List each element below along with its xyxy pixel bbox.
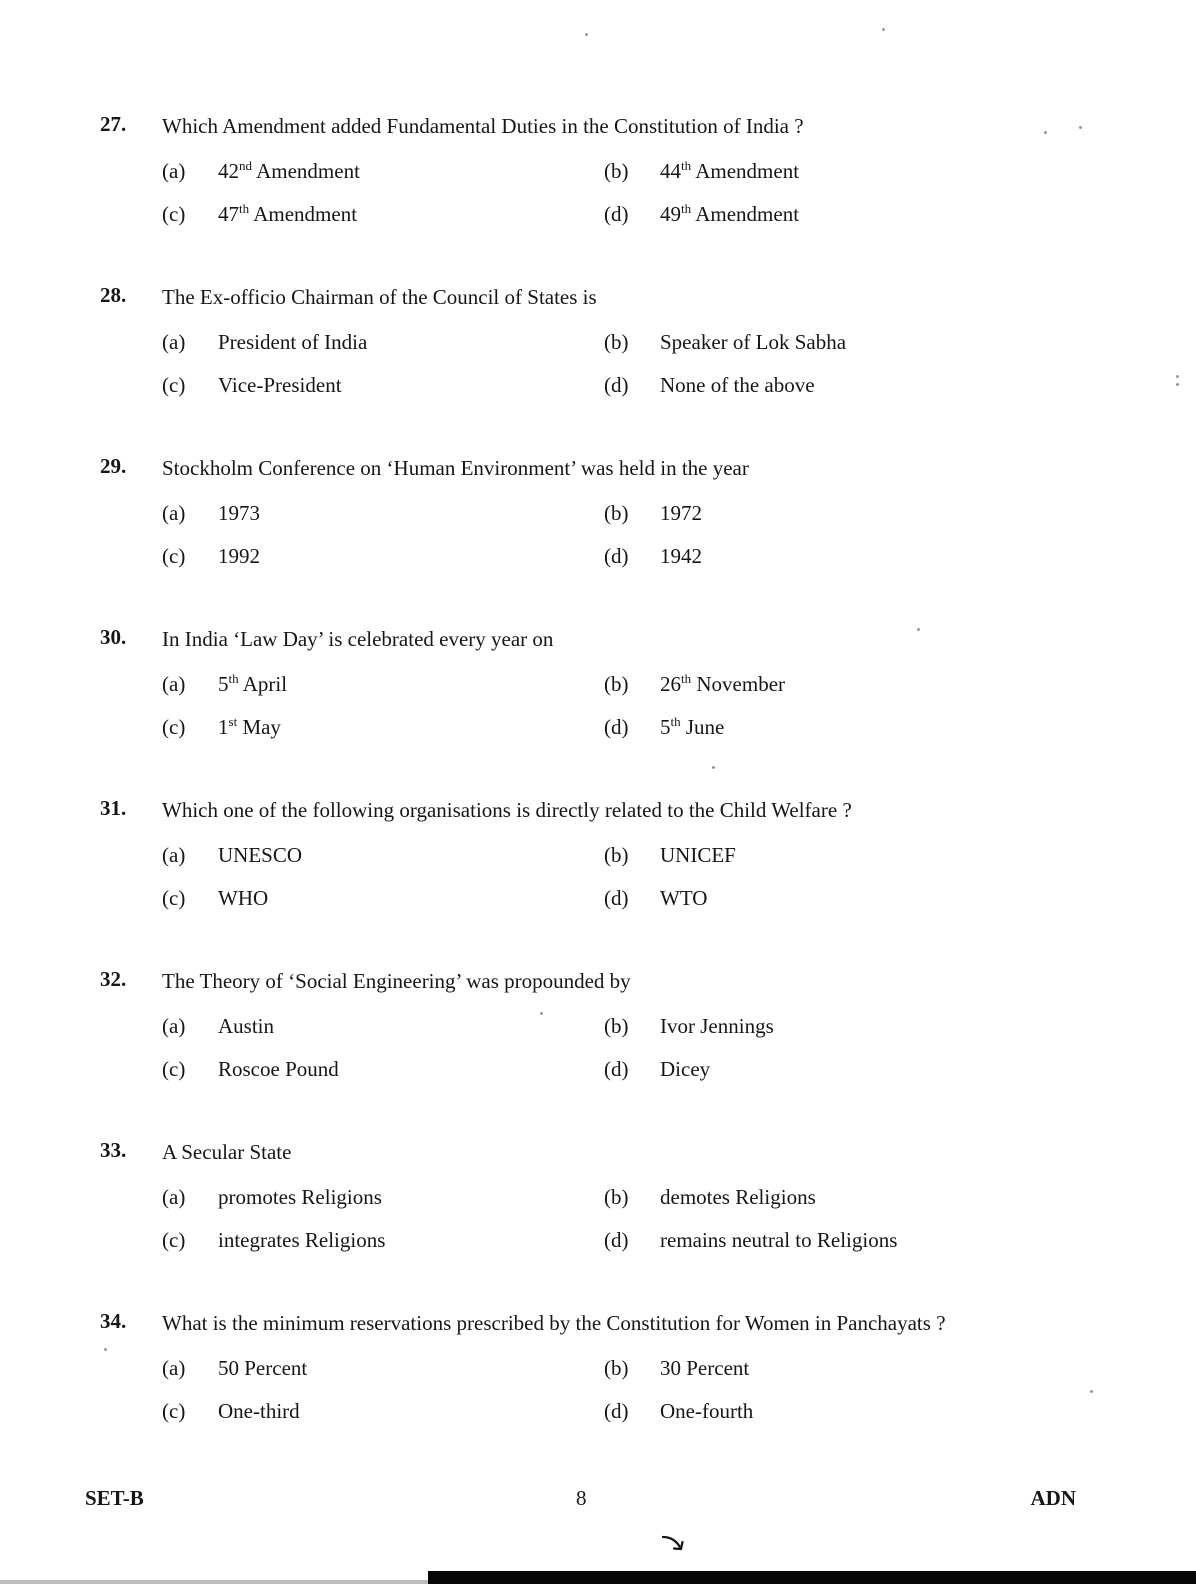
option-superscript: nd [239, 158, 253, 173]
question-number: 31. [100, 796, 127, 820]
option-text [660, 1225, 897, 1255]
scan-speckle [1090, 1390, 1093, 1393]
option-text-part: 44 [660, 159, 681, 183]
option-label: (a) [162, 159, 186, 183]
options [162, 669, 1078, 742]
option-text-part: 1992 [218, 544, 260, 568]
option-text [218, 883, 268, 913]
question-text: Which one of the following organisations is directly related to the Child Welfare ? [162, 798, 852, 822]
option-label: (b) [604, 672, 629, 696]
options [162, 156, 1078, 229]
option-text-part: One-third [218, 1399, 300, 1423]
option-label: (d) [604, 1399, 629, 1423]
scan-speckle [917, 628, 920, 631]
option-text-part: Vice-President [218, 373, 342, 397]
option-d [604, 541, 1078, 571]
option-label: (c) [162, 373, 186, 397]
option-text [218, 370, 342, 400]
option-label: (d) [604, 1228, 629, 1252]
question-number: 30. [100, 625, 127, 649]
option-text-part: demotes Religions [660, 1185, 816, 1209]
option-label: (b) [604, 159, 629, 183]
option-text [660, 712, 724, 742]
question-34 [100, 1309, 1078, 1426]
option-text-part: remains neutral to Religions [660, 1228, 898, 1252]
options [162, 1353, 1078, 1426]
options [162, 1182, 1078, 1255]
option-label: (d) [604, 544, 629, 568]
option-label: (c) [162, 886, 186, 910]
option-text-part: UNICEF [660, 843, 736, 867]
question-30 [100, 625, 1078, 742]
question-text: The Ex-officio Chairman of the Council of States is [162, 285, 597, 309]
option-label: (a) [162, 1185, 186, 1209]
option-text-part: 1942 [660, 544, 702, 568]
option-text [660, 1054, 710, 1084]
option-text-part: President of India [218, 330, 368, 354]
option-a [162, 498, 604, 528]
option-text-part: UNESCO [218, 843, 303, 867]
option-label: (c) [162, 715, 186, 739]
option-label: (a) [162, 330, 186, 354]
option-label: (b) [604, 1356, 629, 1380]
option-label: (a) [162, 1014, 186, 1038]
option-text-part: 47 [218, 202, 239, 226]
option-c [162, 1054, 604, 1084]
option-text [218, 669, 287, 699]
options [162, 498, 1078, 571]
option-text [660, 199, 799, 229]
option-text-part: 5 [660, 715, 671, 739]
question-27 [100, 112, 1078, 229]
question-text: What is the minimum reservations prescribed by the Constitution for Women in Panchayats ? [162, 1311, 946, 1335]
question-text: A Secular State [162, 1140, 292, 1164]
option-text-part: 49 [660, 202, 681, 226]
option-text-part: 1973 [218, 501, 260, 525]
option-text [660, 541, 702, 571]
option-text [660, 498, 702, 528]
option-d [604, 712, 1078, 742]
option-text-part: Speaker of Lok Sabha [660, 330, 847, 354]
question-text: Which Amendment added Fundamental Duties in the Constitution of India ? [162, 114, 804, 138]
scan-speckle [1176, 375, 1179, 378]
question-number: 27. [100, 112, 127, 136]
options [162, 840, 1078, 913]
option-label: (d) [604, 1057, 629, 1081]
option-b [604, 498, 1078, 528]
option-text [218, 498, 260, 528]
option-text-part: Amendment [249, 202, 358, 226]
option-label: (a) [162, 672, 186, 696]
scan-speckle [712, 766, 715, 769]
option-text [660, 669, 785, 699]
option-text-part: Austin [218, 1014, 275, 1038]
option-label: (d) [604, 373, 629, 397]
question-text: Stockholm Conference on ‘Human Environment’ was held in the year [162, 456, 749, 480]
option-text-part: 30 Percent [660, 1356, 750, 1380]
option-b [604, 840, 1078, 870]
option-superscript: th [670, 714, 681, 729]
option-label: (b) [604, 1185, 629, 1209]
option-a [162, 156, 604, 186]
option-label: (c) [162, 1228, 186, 1252]
option-text [660, 1353, 749, 1383]
option-label: (a) [162, 843, 186, 867]
question-33 [100, 1138, 1078, 1255]
option-label: (c) [162, 544, 186, 568]
question-number: 33. [100, 1138, 127, 1162]
option-text-part: 42 [218, 159, 239, 183]
pen-mark-icon [660, 1532, 688, 1566]
option-d [604, 1054, 1078, 1084]
option-text-part: November [691, 672, 786, 696]
question-29 [100, 454, 1078, 571]
option-d [604, 1396, 1078, 1426]
option-text [218, 1353, 307, 1383]
scan-speckle [104, 1348, 107, 1351]
option-c [162, 370, 604, 400]
option-c [162, 541, 604, 571]
option-text-part: April [238, 672, 288, 696]
page-number: 8 [576, 1486, 587, 1510]
option-text [660, 156, 799, 186]
option-text-part: WTO [660, 886, 708, 910]
option-text-part: 50 Percent [218, 1356, 308, 1380]
option-superscript: st [228, 714, 238, 729]
question-28 [100, 283, 1078, 400]
option-text-part: WHO [218, 886, 269, 910]
option-text-part: Amendment [691, 159, 800, 183]
option-text [218, 1054, 339, 1084]
option-a [162, 1182, 604, 1212]
option-d [604, 883, 1078, 913]
question-number: 34. [100, 1309, 127, 1333]
option-text-part: Ivor Jennings [660, 1014, 774, 1038]
adn-label: ADN [1030, 1486, 1076, 1510]
option-text-part: 1 [218, 715, 229, 739]
question-32 [100, 967, 1078, 1084]
option-a [162, 840, 604, 870]
option-text [218, 1396, 300, 1426]
option-c [162, 883, 604, 913]
question-number: 28. [100, 283, 127, 307]
page-footer [0, 1486, 1196, 1516]
option-text [660, 1011, 774, 1041]
option-b [604, 1353, 1078, 1383]
question-number: 29. [100, 454, 127, 478]
option-text-part: 5 [218, 672, 229, 696]
option-text-part: None of the above [660, 373, 815, 397]
option-label: (c) [162, 202, 186, 226]
option-label: (a) [162, 1356, 186, 1380]
option-text [660, 883, 707, 913]
option-label: (c) [162, 1399, 186, 1423]
option-superscript: th [681, 158, 692, 173]
option-text [660, 840, 736, 870]
option-text [660, 327, 846, 357]
option-text-part: 26 [660, 672, 681, 696]
option-text [218, 199, 357, 229]
option-text-part: integrates Religions [218, 1228, 386, 1252]
option-c [162, 1225, 604, 1255]
option-text [660, 370, 815, 400]
option-text [660, 1182, 816, 1212]
scan-speckle [540, 1012, 543, 1015]
scan-edge-bar-thin [0, 1580, 428, 1584]
option-c [162, 712, 604, 742]
option-text [218, 840, 302, 870]
option-text-part: Amendment [252, 159, 360, 183]
option-text-part: 1972 [660, 501, 702, 525]
question-31 [100, 796, 1078, 913]
option-a [162, 669, 604, 699]
option-b [604, 669, 1078, 699]
option-d [604, 1225, 1078, 1255]
option-text [218, 1011, 274, 1041]
question-text: In India ‘Law Day’ is celebrated every year on [162, 627, 554, 651]
option-text [218, 541, 260, 571]
option-text [218, 712, 281, 742]
option-superscript: th [239, 201, 250, 216]
option-text [218, 156, 360, 186]
option-text-part: promotes Religions [218, 1185, 382, 1209]
option-a [162, 1011, 604, 1041]
option-label: (a) [162, 501, 186, 525]
scan-speckle [1079, 126, 1082, 129]
option-b [604, 1011, 1078, 1041]
option-c [162, 199, 604, 229]
option-superscript: th [681, 201, 692, 216]
option-text-part: Dicey [660, 1057, 711, 1081]
scan-speckle [1176, 383, 1179, 386]
option-b [604, 1182, 1078, 1212]
option-label: (d) [604, 715, 629, 739]
option-label: (d) [604, 886, 629, 910]
scan-speckle [882, 28, 885, 31]
option-text-part: Roscoe Pound [218, 1057, 339, 1081]
option-text [218, 1182, 382, 1212]
option-superscript: th [681, 671, 692, 686]
option-label: (d) [604, 202, 629, 226]
options [162, 1011, 1078, 1084]
set-label: SET-B [85, 1486, 144, 1510]
option-b [604, 156, 1078, 186]
option-text-part: June [680, 715, 725, 739]
option-text-part: Amendment [691, 202, 800, 226]
option-label: (c) [162, 1057, 186, 1081]
option-text [218, 1225, 385, 1255]
option-label: (b) [604, 501, 629, 525]
option-label: (b) [604, 330, 629, 354]
option-text-part: May [237, 715, 281, 739]
option-label: (b) [604, 1014, 629, 1038]
question-number: 32. [100, 967, 127, 991]
option-d [604, 370, 1078, 400]
option-text [660, 1396, 753, 1426]
options [162, 327, 1078, 400]
option-a [162, 1353, 604, 1383]
option-text [218, 327, 367, 357]
option-text-part: One-fourth [660, 1399, 754, 1423]
option-d [604, 199, 1078, 229]
option-a [162, 327, 604, 357]
option-c [162, 1396, 604, 1426]
scan-edge-bar [428, 1571, 1196, 1584]
scan-speckle [585, 33, 588, 36]
option-label: (b) [604, 843, 629, 867]
question-text: The Theory of ‘Social Engineering’ was propounded by [162, 969, 631, 993]
option-b [604, 327, 1078, 357]
option-superscript: th [228, 671, 239, 686]
scan-speckle [1044, 131, 1047, 134]
